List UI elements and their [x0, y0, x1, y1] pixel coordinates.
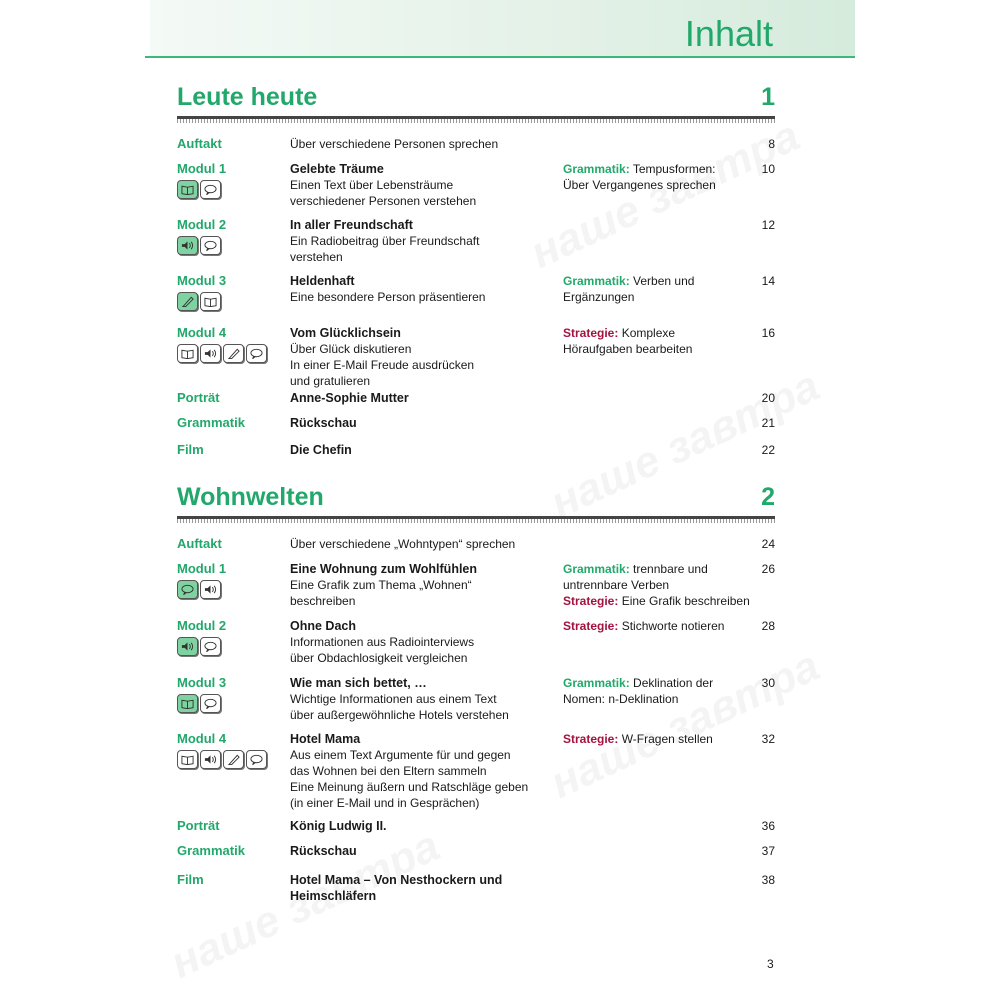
skill-icons	[177, 344, 267, 363]
entry-title: Gelebte Träume	[290, 162, 384, 176]
chapter-section	[177, 482, 775, 903]
speak-icon	[200, 694, 221, 713]
read-icon	[177, 750, 198, 769]
speak-icon	[200, 180, 221, 199]
page-ref: 16	[761, 326, 775, 340]
page-ref: 38	[761, 873, 775, 887]
entry-title: Hotel Mama	[290, 732, 361, 746]
section-label: Grammatik	[177, 843, 245, 858]
strategy-label: Strategie:	[563, 326, 619, 340]
write-icon	[223, 344, 244, 363]
entry-content	[290, 536, 560, 552]
grammar-label: Grammatik:	[563, 562, 630, 576]
strategy-label: Strategie:	[563, 594, 619, 608]
section-label: Grammatik	[177, 415, 245, 430]
entry-description: Eine Grafik zum Thema „Wohnen“ beschreiben	[290, 578, 472, 608]
page-number: 3	[767, 957, 774, 971]
section-label: Film	[177, 872, 204, 887]
section-label: Auftakt	[177, 536, 222, 551]
skill-icons	[177, 180, 221, 199]
entry-title: Eine Wohnung zum Wohlfühlen	[290, 562, 478, 576]
read-icon	[177, 344, 198, 363]
page-ref: 30	[761, 676, 775, 690]
entry-content	[290, 161, 560, 209]
entry-description: Informationen aus Radiointerviews über Obdachlosigkeit vergleichen	[290, 635, 475, 665]
page-ref: 32	[761, 732, 775, 746]
entry-description: Über verschiedene Personen sprechen	[290, 137, 499, 151]
listen-icon	[177, 236, 198, 255]
skill-icons	[177, 236, 221, 255]
page-ref: 14	[761, 274, 775, 288]
chapter-section	[177, 82, 775, 457]
chapter-number: 2	[761, 483, 775, 511]
entry-description: Über Glück diskutieren In einer E-Mail Freude ausdrücken und gratulieren	[290, 342, 475, 388]
chapter-rule-pattern	[177, 119, 775, 123]
read-icon	[177, 180, 198, 199]
entry-title: Wie man sich bettet, …	[290, 676, 427, 690]
note-text: Tempusformen: Über Vergangenes sprechen	[563, 162, 716, 192]
chapter-header	[177, 482, 775, 516]
entry-description: Ein Radiobeitrag über Freundschaft verstehen	[290, 234, 480, 264]
entry-content	[290, 442, 560, 458]
note-text: trennbare und untrennbare Verben	[563, 562, 708, 592]
entry-content	[290, 390, 560, 406]
entry-content	[290, 675, 560, 723]
chapter-number: 1	[761, 83, 775, 111]
entry-content	[290, 136, 560, 152]
entry-content	[290, 325, 560, 389]
page-title: Inhalt	[684, 13, 773, 54]
read-icon	[200, 292, 221, 311]
page-ref: 12	[761, 218, 775, 232]
listen-icon	[200, 750, 221, 769]
entry-content	[290, 872, 560, 904]
section-label: Auftakt	[177, 136, 222, 151]
entry-title: Ohne Dach	[290, 619, 356, 633]
grammar-strategy-note	[563, 273, 763, 305]
grammar-label: Grammatik:	[563, 676, 630, 690]
section-label: Film	[177, 442, 204, 457]
grammar-label: Grammatik:	[563, 274, 630, 288]
skill-icons	[177, 750, 267, 769]
speak-icon	[246, 344, 267, 363]
note-text: Komplexe Höraufgaben bearbeiten	[563, 326, 693, 356]
entry-content	[290, 217, 560, 265]
note-text: Deklination der Nomen: n-Deklination	[563, 676, 714, 706]
strategy-label: Strategie:	[563, 732, 619, 746]
speak-icon	[246, 750, 267, 769]
entry-content	[290, 731, 560, 811]
entry-title: Heldenhaft	[290, 274, 355, 288]
listen-icon	[200, 580, 221, 599]
grammar-strategy-note	[563, 561, 763, 609]
entry-description: Eine besondere Person präsentieren	[290, 290, 486, 304]
grammar-strategy-note	[563, 675, 763, 707]
grammar-strategy-note	[563, 325, 763, 357]
watermark	[523, 111, 807, 279]
entry-title: Rückschau	[290, 416, 357, 430]
page-ref: 26	[761, 562, 775, 576]
entry-title: Hotel Mama – Von Nesthockern und Heimschläfern	[290, 873, 503, 903]
entry-content	[290, 818, 560, 834]
entry-title: Vom Glücklichsein	[290, 326, 401, 340]
section-label: Modul 2	[177, 217, 227, 232]
entry-title: Die Chefin	[290, 443, 352, 457]
strategy-label: Strategie:	[563, 619, 619, 633]
entry-content	[290, 561, 560, 609]
watermark	[543, 641, 827, 809]
skill-icons	[177, 637, 221, 656]
note-text: Stichworte notieren	[618, 619, 725, 633]
chapter-rule-pattern	[177, 519, 775, 523]
section-label: Modul 3	[177, 675, 227, 690]
page-ref: 28	[761, 619, 775, 633]
speak-icon	[200, 236, 221, 255]
grammar-strategy-note	[563, 161, 763, 193]
chapter-title: Leute heute	[177, 83, 318, 111]
section-label: Porträt	[177, 818, 220, 833]
page-ref: 22	[761, 443, 775, 457]
section-label: Modul 4	[177, 731, 227, 746]
section-label: Modul 1	[177, 161, 227, 176]
listen-icon	[177, 637, 198, 656]
skill-icons	[177, 580, 221, 599]
page-ref: 37	[761, 844, 775, 858]
listen-icon	[200, 344, 221, 363]
entry-title: Anne-Sophie Mutter	[290, 391, 409, 405]
entry-description: Einen Text über Lebensträume verschiedener Personen verstehen	[290, 178, 477, 208]
page-ref: 8	[768, 137, 775, 151]
entry-content	[290, 415, 560, 431]
entry-title: In aller Freundschaft	[290, 218, 413, 232]
header-rule	[145, 56, 855, 58]
grammar-strategy-note	[563, 618, 763, 634]
page-ref: 36	[761, 819, 775, 833]
section-label: Modul 2	[177, 618, 227, 633]
speak-icon	[200, 637, 221, 656]
chapter-title: Wohnwelten	[177, 483, 324, 511]
speak-icon	[177, 580, 198, 599]
section-label: Modul 1	[177, 561, 227, 576]
note-text: Verben und Ergänzungen	[563, 274, 695, 304]
note-text: W-Fragen stellen	[618, 732, 713, 746]
write-icon	[223, 750, 244, 769]
entry-description: Wichtige Informationen aus einem Text über außergewöhnliche Hotels verstehen	[290, 692, 509, 722]
entry-content	[290, 618, 560, 666]
section-label: Modul 3	[177, 273, 227, 288]
section-label: Porträt	[177, 390, 220, 405]
skill-icons	[177, 694, 221, 713]
grammar-strategy-note	[563, 731, 763, 747]
page-ref: 10	[761, 162, 775, 176]
entry-description: Über verschiedene „Wohntypen“ sprechen	[290, 537, 516, 551]
skill-icons	[177, 292, 221, 311]
entry-description: Aus einem Text Argumente für und gegen das Wohnen bei den Eltern sammeln Eine Meinung äußern und Ratschläge geben (in einer E-Mail und in Gesprächen)	[290, 748, 529, 810]
grammar-label: Grammatik:	[563, 162, 630, 176]
page-ref: 24	[761, 537, 775, 551]
entry-content	[290, 273, 560, 305]
section-label: Modul 4	[177, 325, 227, 340]
write-icon	[177, 292, 198, 311]
read-icon	[177, 694, 198, 713]
entry-content	[290, 843, 560, 859]
page-ref: 21	[761, 416, 775, 430]
entry-title: König Ludwig II.	[290, 819, 387, 833]
note-text: Eine Grafik beschreiben	[618, 594, 750, 608]
page-ref: 20	[761, 391, 775, 405]
chapter-header	[177, 82, 775, 116]
entry-title: Rückschau	[290, 844, 357, 858]
